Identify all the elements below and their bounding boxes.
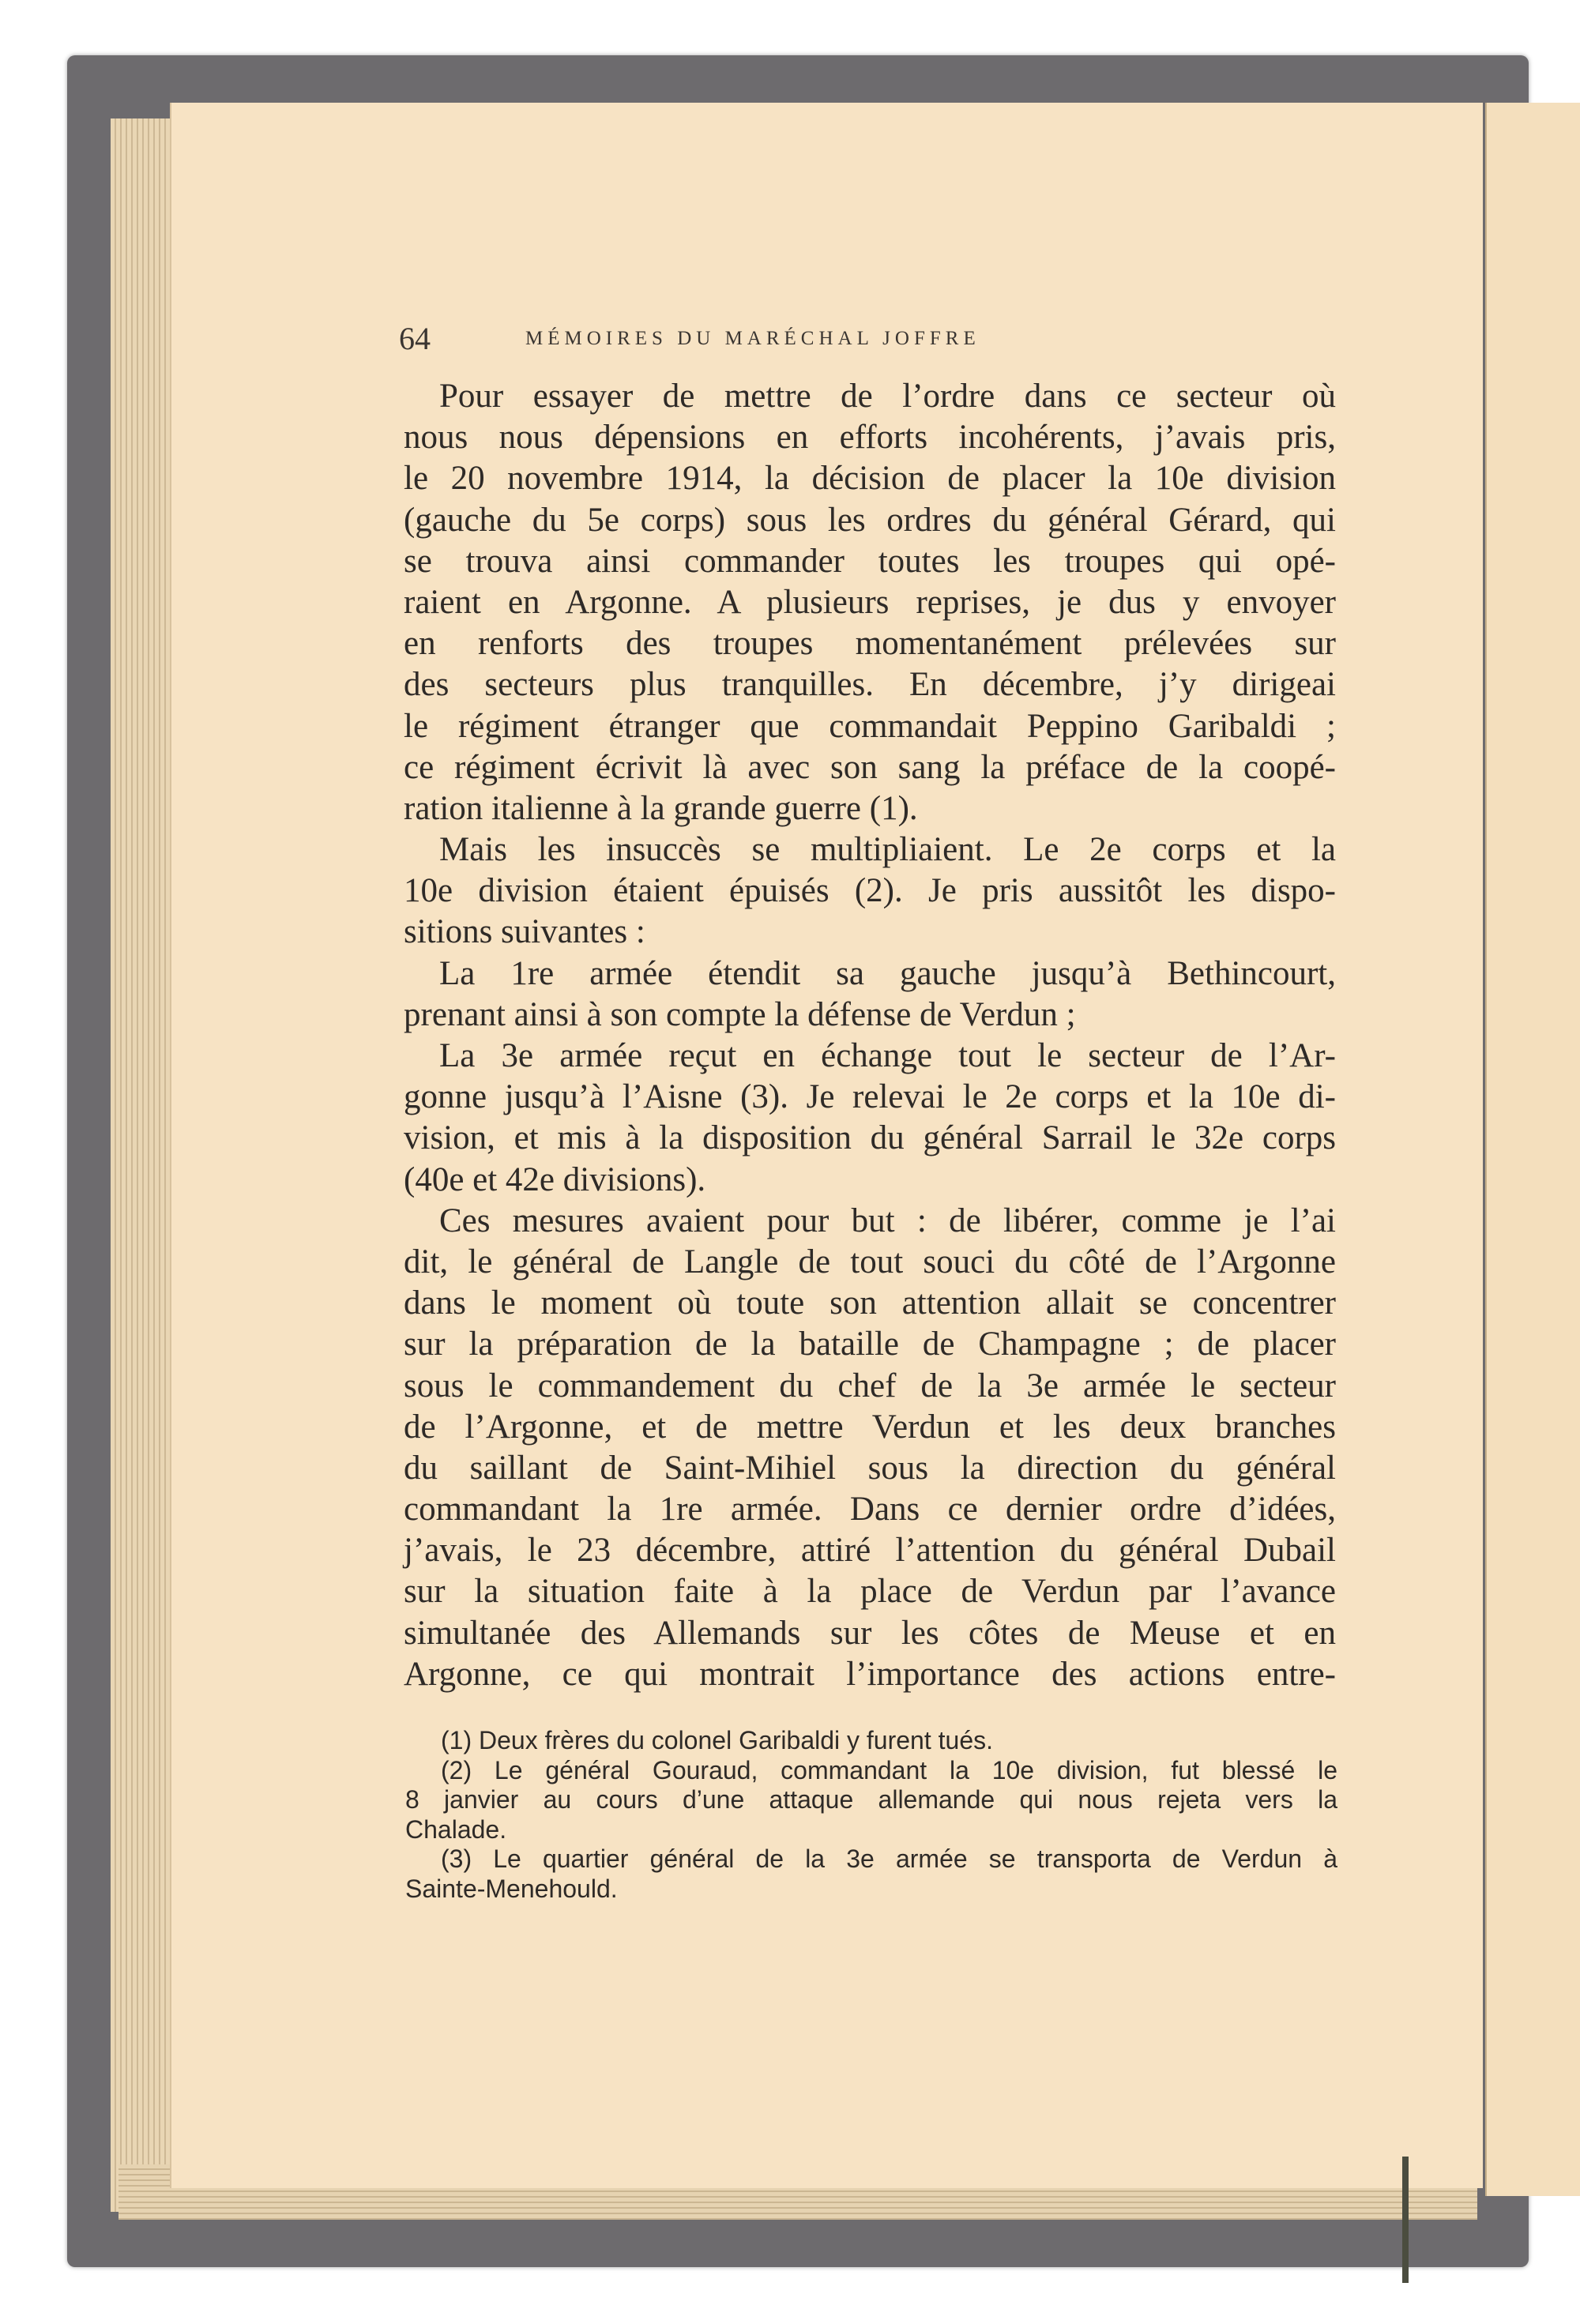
body-line: (40e et 42e divisions). — [404, 1160, 706, 1198]
footnotes — [405, 1726, 1337, 1905]
body-line: (gauche du 5e corps) sous les ordres du général Gérard, qui — [404, 501, 1336, 539]
body-line: Argonne, ce qui montrait l’importance des actions entre- — [404, 1655, 1336, 1693]
body-line: sur la préparation de la bataille de Champagne ; de placer — [404, 1326, 1336, 1363]
footnote-line: (3) Le quartier général de la 3e armée se transporta de Verdun à — [441, 1845, 1337, 1874]
body-line: La 1re armée étendit sa gauche jusqu’à Bethincourt, — [439, 954, 1336, 992]
body-line: raient en Argonne. A plusieurs reprises, je dus y envoyer — [404, 583, 1336, 621]
body-line: vision, et mis à la disposition du général Sarrail le 32e corps — [404, 1119, 1336, 1157]
body-line: sur la situation faite à la place de Verdun par l’avance — [404, 1573, 1336, 1611]
body-text — [404, 376, 1336, 1695]
footnote-line: (2) Le général Gouraud, commandant la 10e division, fut blessé le — [441, 1755, 1337, 1784]
body-line: le 20 novembre 1914, la décision de placer la 10e division — [404, 460, 1336, 498]
body-line: nous nous dépensions en efforts incohérents, j’avais pris, — [404, 419, 1336, 457]
body-line: sous le commandement du chef de la 3e armée le secteur — [404, 1367, 1336, 1405]
page-number: 64 — [399, 321, 431, 356]
body-line: simultanée des Allemands sur les côtes de Meuse et en — [404, 1614, 1336, 1652]
body-line: du saillant de Saint-Mihiel sous la direction du général — [404, 1449, 1336, 1487]
facing-page-edge — [1485, 103, 1580, 2196]
running-title: MÉMOIRES DU MARÉCHAL JOFFRE — [525, 328, 980, 349]
body-line: j’avais, le 23 décembre, attiré l’attention du général Dubail — [404, 1532, 1336, 1570]
body-line: La 3e armée reçut en échange tout le secteur de l’Ar- — [439, 1037, 1336, 1074]
body-line: 10e division étaient épuisés (2). Je pris aussitôt les dispo- — [404, 872, 1336, 910]
body-line: dans le moment où toute son attention allait se concentrer — [404, 1284, 1336, 1322]
body-line: se trouva ainsi commander toutes les troupes qui opé- — [404, 542, 1336, 580]
footnote-line: Sainte-Menehould. — [405, 1874, 618, 1903]
footnote-line: 8 janvier au cours d’une attaque allemande qui nous rejeta vers la — [405, 1785, 1337, 1814]
body-line: gonne jusqu’à l’Aisne (3). Je relevai le 2e corps et la 10e di- — [404, 1078, 1336, 1116]
body-line: en renforts des troupes momentanément prélevées sur — [404, 625, 1336, 663]
body-line: des secteurs plus tranquilles. En décembre, j’y dirigeai — [404, 666, 1336, 704]
body-line: prenant ainsi à son compte la défense de Verdun ; — [404, 995, 1076, 1033]
body-line: commandant la 1re armée. Dans ce dernier ordre d’idées, — [404, 1491, 1336, 1529]
body-line: Pour essayer de mettre de l’ordre dans ce secteur où — [439, 378, 1336, 415]
body-line: le régiment étranger que commandait Peppino Garibaldi ; — [404, 707, 1336, 745]
body-line: ce régiment écrivit là avec son sang la préface de la coopé- — [404, 748, 1336, 786]
body-line: Mais les insuccès se multipliaient. Le 2e corps et la — [439, 831, 1336, 869]
body-line: dit, le général de Langle de tout souci du côté de l’Argonne — [404, 1243, 1336, 1280]
body-line: ration italienne à la grande guerre (1). — [404, 789, 918, 827]
footnote-line: (1) Deux frères du colonel Garibaldi y furent tués. — [441, 1726, 993, 1754]
body-line: de l’Argonne, et de mettre Verdun et les deux branches — [404, 1408, 1336, 1446]
body-line: sitions suivantes : — [404, 913, 645, 951]
body-line: Ces mesures avaient pour but : de libérer, comme je l’ai — [439, 1201, 1336, 1239]
page-header — [399, 319, 1157, 359]
bookmark-ribbon — [1402, 2157, 1409, 2283]
footnote-line: Chalade. — [405, 1814, 507, 1844]
